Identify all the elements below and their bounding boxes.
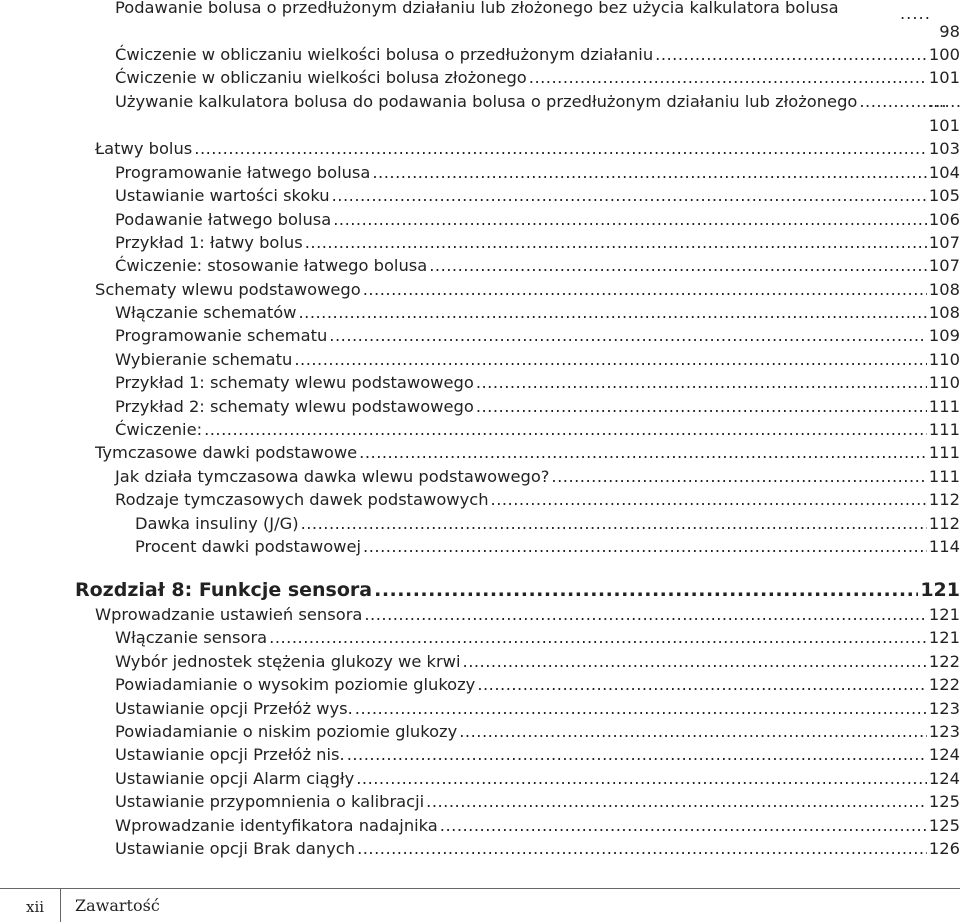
toc-entry[interactable] [115, 88, 960, 112]
toc-chapter-label: Rozdział 8: Funkcje sensora [75, 579, 373, 601]
toc-entry-continuation[interactable]: ..... [900, 4, 931, 23]
toc-leader-dots [332, 186, 927, 206]
toc-entry-page: 101 [928, 68, 960, 87]
toc-entry-page: 109 [928, 326, 960, 345]
toc-entry-label: Włączanie sensora [115, 628, 268, 647]
toc-entry-label: Ćwiczenie w obliczaniu wielkości bolusa złożonego [115, 68, 527, 87]
toc-leader-dots [359, 443, 927, 463]
toc-entry-label: Ustawianie przypomnienia o kalibracji [115, 792, 425, 811]
toc-leader-dots [194, 139, 927, 159]
toc-leader-dots [551, 467, 927, 487]
toc-leader-dots [356, 769, 927, 789]
toc-entry[interactable] [95, 276, 960, 300]
toc-entry-page: 122 [928, 652, 960, 671]
toc-leader-dots [204, 420, 927, 440]
toc-entry-label: Wybór jednostek stężenia glukozy we krwi [115, 652, 461, 671]
toc-entry[interactable] [115, 671, 960, 695]
toc-leader-dots [355, 699, 927, 719]
toc-entry-page: 125 [928, 792, 960, 811]
toc-entry[interactable] [115, 624, 960, 648]
toc-entry-label: Ćwiczenie: [115, 420, 203, 439]
toc-entry-label: Podawanie bolusa o przedłużonym działaniu lub złożonego bez użycia kalkulatora bolusa [115, 0, 839, 17]
toc-entry-page: 126 [928, 839, 960, 858]
toc-leader-dots [363, 537, 927, 557]
toc-entry-label: Procent dawki podstawowej [135, 537, 362, 556]
toc-entry-label: Powiadamianie o niskim poziomie glukozy [115, 722, 458, 741]
toc-leader-dots [372, 163, 927, 183]
toc-entry-page-wrapped [0, 112, 960, 136]
toc-entry-page: 111 [928, 467, 960, 486]
toc-entry-page: 110 [928, 373, 960, 392]
toc-entry[interactable] [115, 486, 960, 510]
toc-leader-dots [269, 628, 927, 648]
toc-leader-dots [347, 745, 927, 765]
toc-entry[interactable] [115, 0, 940, 18]
toc-entry-label: Powiadamianie o wysokim poziomie glukozy [115, 675, 476, 694]
toc-leader-dots [529, 68, 927, 88]
toc-entry-label: Łatwy bolus [95, 139, 193, 158]
toc-chapter-page: 121 [920, 579, 960, 601]
toc-leader-dots [440, 816, 927, 836]
footer-vertical-divider [60, 888, 61, 922]
toc-entry[interactable] [115, 322, 960, 346]
toc-chapter-heading[interactable] [75, 572, 960, 600]
toc-entry[interactable] [95, 135, 960, 159]
toc-leader-dots [463, 652, 927, 672]
toc-entry[interactable] [115, 159, 960, 183]
toc-leader-dots [305, 233, 927, 253]
toc-leader-dots [329, 326, 927, 346]
toc-leader-dots [476, 397, 927, 417]
toc-entry-label: Ustawianie wartości skoku [115, 186, 330, 205]
toc-entry-page: 111 [928, 420, 960, 439]
toc-entry[interactable] [135, 533, 960, 557]
toc-entry-page: 98 [939, 22, 960, 41]
toc-entry-label: Używanie kalkulatora bolusa do podawania bolusa o przedłużonym działaniu lub złożonego [115, 92, 858, 111]
toc-leader-dots [294, 350, 927, 370]
toc-leader-dots [477, 675, 927, 695]
toc-entry-page: 107 [928, 233, 960, 252]
toc-entry[interactable] [115, 416, 960, 440]
toc-entry-label: Schematy wlewu podstawowego [95, 280, 361, 299]
toc-entry-label: Przykład 1: łatwy bolus [115, 233, 303, 252]
toc-entry-page: 108 [928, 303, 960, 322]
toc-entry-label: Ustawianie opcji Brak danych [115, 839, 356, 858]
footer-section-title: Zawartość [75, 896, 160, 915]
toc-entry-page: 112 [928, 490, 960, 509]
toc-leader-dots [426, 792, 927, 812]
toc-entry-label: Ćwiczenie: stosowanie łatwego bolusa [115, 256, 428, 275]
toc-entry-page: 106 [928, 210, 960, 229]
toc-entry-label: Przykład 1: schematy wlewu podstawowego [115, 373, 474, 392]
toc-leader-dots [333, 210, 927, 230]
toc-entry[interactable] [135, 510, 960, 534]
toc-entry[interactable] [115, 788, 960, 812]
toc-entry-page: 123 [928, 722, 960, 741]
toc-entry-label: Podawanie łatwego bolusa [115, 210, 332, 229]
toc-entry-label: Wybieranie schematu [115, 350, 293, 369]
toc-entry[interactable] [115, 741, 960, 765]
toc-entry[interactable] [95, 601, 960, 625]
toc-entry-label: Programowanie schematu [115, 326, 328, 345]
toc-entry-label: Włączanie schematów [115, 303, 297, 322]
toc-leader-dots [374, 580, 918, 600]
toc-entry-page: 108 [928, 280, 960, 299]
toc-entry-page: 101 [928, 116, 960, 135]
toc-entry-label: Wprowadzanie identyfikatora nadajnika [115, 816, 438, 835]
toc-entry-page: 125 [928, 816, 960, 835]
toc-entry-page: 111 [928, 397, 960, 416]
toc-entry-label: Rodzaje tymczasowych dawek podstawowych [115, 490, 489, 509]
toc-entry[interactable] [115, 206, 960, 230]
toc-leader-dots [298, 303, 926, 323]
toc-leader-dots [429, 256, 927, 276]
toc-entry-page: 110 [928, 350, 960, 369]
toc-entry[interactable] [95, 439, 960, 463]
toc-entry-label: Ustawianie opcji Przełóż nis. [115, 745, 345, 764]
toc-leader-dots [655, 45, 927, 65]
toc-entry-label: Ustawianie opcji Alarm ciągły [115, 769, 355, 788]
toc-entry-page: 104 [928, 163, 960, 182]
toc-entry[interactable] [115, 718, 960, 742]
toc-entry-page: 107 [928, 256, 960, 275]
toc-entry-label: Programowanie łatwego bolusa [115, 163, 371, 182]
toc-entry-page: 111 [928, 443, 960, 462]
toc-entry[interactable] [115, 229, 960, 253]
toc-entry-page: 124 [928, 745, 960, 764]
toc-leader-dots [476, 373, 927, 393]
toc-leader-dots [364, 605, 927, 625]
toc-entry[interactable] [115, 765, 960, 789]
toc-entry[interactable] [115, 299, 960, 323]
toc-entry-label: Przykład 2: schematy wlewu podstawowego [115, 397, 474, 416]
toc-entry-page: 103 [928, 139, 960, 158]
toc-entry-page: 121 [928, 605, 960, 624]
toc-entry-label: Wprowadzanie ustawień sensora [95, 605, 363, 624]
toc-leader-dots [491, 490, 927, 510]
toc-entry-label: Dawka insuliny (J/G) [135, 514, 299, 533]
toc-entry[interactable] [115, 64, 960, 88]
toc-leader-dots [301, 514, 927, 534]
toc-entry-page: 100 [928, 45, 960, 64]
toc-entry[interactable] [115, 695, 960, 719]
toc-leader-dots [357, 839, 927, 859]
toc-entry[interactable] [115, 393, 960, 417]
toc-entry[interactable] [115, 648, 960, 672]
toc-entry[interactable] [115, 369, 960, 393]
toc-entry[interactable] [115, 835, 960, 859]
toc-entry[interactable] [115, 463, 960, 487]
toc-leader-dots [363, 280, 927, 300]
toc-entry-trailing-dots: ... [929, 92, 948, 111]
toc-entry-page-wrapped [0, 18, 960, 42]
toc-entry-page: 105 [928, 186, 960, 205]
toc-entry-page: 114 [928, 537, 960, 556]
toc-entry-label: Tymczasowe dawki podstawowe [95, 443, 358, 462]
toc-leader-dots [459, 722, 927, 742]
toc-entry-page: 124 [928, 769, 960, 788]
footer-page-number: xii [26, 898, 45, 916]
toc-entry[interactable] [115, 346, 960, 370]
toc-entry[interactable] [115, 41, 960, 65]
toc-entry[interactable] [115, 252, 960, 276]
toc-entry[interactable] [115, 182, 960, 206]
toc-entry-label: Ćwiczenie w obliczaniu wielkości bolusa o przedłużonym działaniu [115, 45, 654, 64]
toc-entry-page: 122 [928, 675, 960, 694]
toc-entry-label: Jak działa tymczasowa dawka wlewu podstawowego? [115, 467, 550, 486]
toc-entry-page: 121 [928, 628, 960, 647]
toc-entry-page: 112 [928, 514, 960, 533]
toc-entry[interactable] [115, 812, 960, 836]
toc-entry-page: 123 [928, 699, 960, 718]
toc-entry-label: Ustawianie opcji Przełóż wys. [115, 699, 353, 718]
footer-divider [0, 888, 960, 889]
